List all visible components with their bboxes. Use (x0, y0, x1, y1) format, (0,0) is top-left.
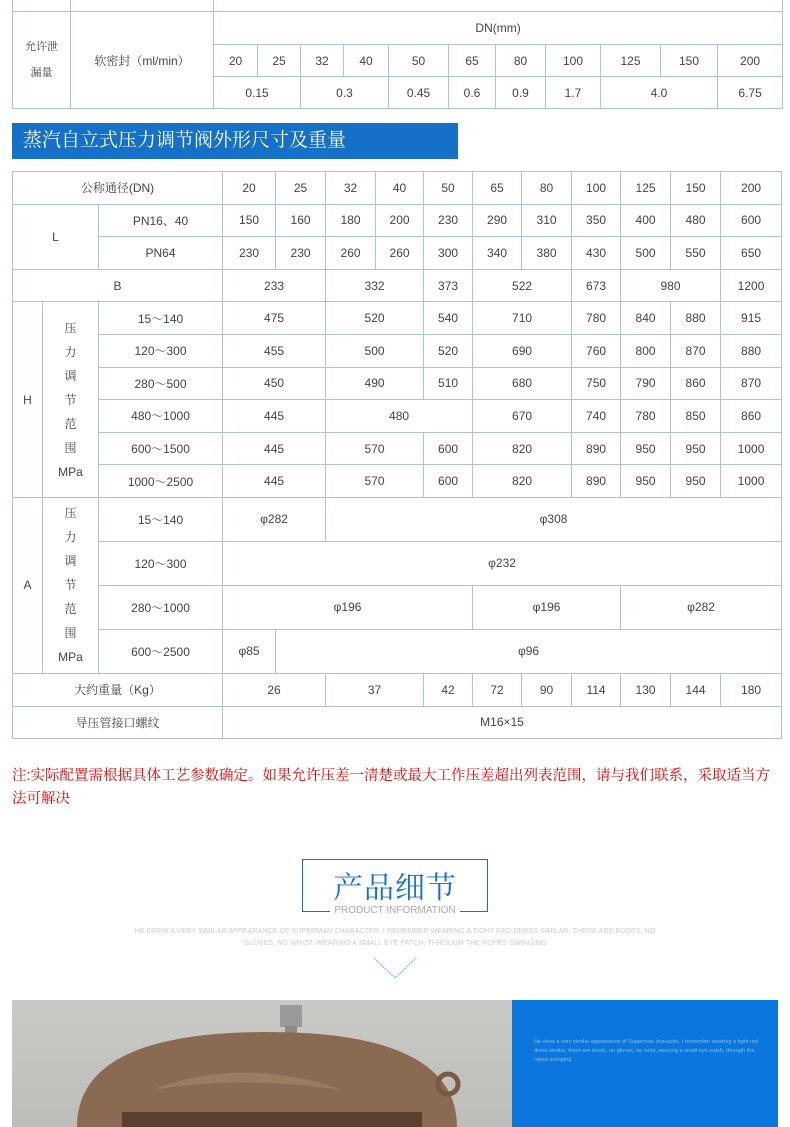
range-label-char: 范 (64, 602, 77, 617)
L-value-cell: 160 (276, 204, 326, 237)
dn-cell: 150 (661, 45, 718, 77)
dn-cell: 32 (326, 172, 376, 205)
pn-label: PN64 (99, 237, 223, 270)
H-value-cell: 760 (572, 334, 621, 367)
filler-text-line: GLOVES, NO WRIST, WEARING A SMALL EYE PATCH, THROUGH THE ROPES SWINGING (243, 938, 547, 947)
H-value-cell: 490 (326, 367, 424, 400)
leak-value-cell: 0.3 (301, 77, 389, 109)
dn-cell: 200 (721, 172, 782, 205)
dn-cell: 40 (344, 45, 389, 77)
range-label-char: 压 (64, 506, 77, 521)
L-value-cell: 380 (522, 237, 572, 270)
H-value-cell: 600 (424, 432, 473, 465)
leak-value-cell: 1.7 (546, 77, 601, 109)
H-value-cell: 820 (473, 465, 572, 498)
H-value-cell: 950 (671, 465, 721, 498)
range-label-char: MPa (58, 464, 83, 479)
L-value-cell: 180 (326, 204, 376, 237)
H-value-cell: 500 (326, 334, 424, 367)
dn-cell: 25 (276, 172, 326, 205)
pressure-range-label: 600～1500 (99, 432, 223, 465)
dn-cell: 150 (671, 172, 721, 205)
H-value-cell: 710 (473, 302, 572, 335)
weight-value-cell: 26 (223, 673, 326, 706)
dn-cell: 50 (389, 45, 449, 77)
cut-off-cell (214, 0, 783, 12)
table-row (13, 367, 782, 400)
B-value-cell: 673 (572, 269, 621, 302)
leak-value-cell: 4.0 (601, 77, 718, 109)
pressure-range-label: 1000～2500 (99, 465, 223, 498)
panel-text: He drew a very similar appearance of Superman character, I remember wearing a tight red dress similar, there are boots, no gloves, no wrist, wearing a small eye patch, through the ropes swinging (534, 1039, 758, 1063)
weight-value-cell: 90 (522, 673, 572, 706)
table-row (13, 629, 782, 673)
L-value-cell: 300 (424, 237, 473, 270)
range-label-char: 力 (64, 530, 77, 545)
pressure-range-label: 600～2500 (99, 629, 223, 673)
table-row (13, 400, 782, 433)
leak-value-cell: 6.75 (718, 77, 783, 109)
section-title: 蒸汽自立式压力调节阀外形尺寸及重量 (12, 123, 458, 159)
dn-cell: 65 (473, 172, 522, 205)
H-value-cell: 480 (326, 400, 473, 433)
table-row (13, 585, 782, 629)
table-row (13, 673, 782, 706)
H-value-cell: 445 (223, 432, 326, 465)
A-value-cell: φ196 (473, 585, 621, 629)
pressure-range-label: 120～300 (99, 541, 223, 585)
H-value-cell: 445 (223, 400, 326, 433)
H-value-cell: 600 (424, 465, 473, 498)
dn-cell: 50 (424, 172, 473, 205)
chevron-down-icon (372, 956, 418, 980)
weight-value-cell: 37 (326, 673, 424, 706)
L-value-cell: 600 (721, 204, 782, 237)
H-value-cell: 890 (572, 465, 621, 498)
B-value-cell: 233 (223, 269, 326, 302)
dn-cell: 100 (572, 172, 621, 205)
weight-value-cell: 72 (473, 673, 522, 706)
table-row (13, 237, 782, 270)
H-value-cell: 890 (572, 432, 621, 465)
cut-off-cell (71, 0, 214, 12)
range-label-char: 压 (64, 320, 77, 335)
A-label: A (13, 497, 43, 673)
pressure-range-label: 120～300 (99, 334, 223, 367)
H-value-cell: 800 (621, 334, 671, 367)
valve-image (12, 1000, 512, 1127)
dn-cell: 65 (449, 45, 496, 77)
B-value-cell: 980 (621, 269, 721, 302)
L-value-cell: 290 (473, 204, 522, 237)
H-value-cell: 880 (671, 302, 721, 335)
H-value-cell: 870 (721, 367, 782, 400)
table-row (13, 269, 782, 302)
details-title: 产品细节 (333, 872, 457, 905)
weight-value-cell: 42 (424, 673, 473, 706)
table-row (13, 302, 782, 335)
L-value-cell: 340 (473, 237, 522, 270)
H-value-cell: 790 (621, 367, 671, 400)
note-text: 注:实际配置需根据具体工艺参数确定。如果允许压差一清楚或最大工作压差超出列表范围，请与我们联系，采取适当方法可解决 (12, 768, 771, 807)
B-label: B (13, 269, 223, 302)
seal-label: 软密封（ml/min） (71, 12, 214, 109)
H-value-cell: 860 (721, 400, 782, 433)
L-value-cell: 650 (721, 237, 782, 270)
dn-cell: 100 (546, 45, 601, 77)
H-value-cell: 870 (671, 334, 721, 367)
nominal-label: 公称通径(DN) (13, 172, 223, 205)
dimensions-table (12, 171, 782, 739)
B-value-cell: 373 (424, 269, 473, 302)
L-value-cell: 430 (572, 237, 621, 270)
leakage-row-label: 允许泄漏量 (25, 41, 58, 79)
table-row (13, 204, 782, 237)
table-row (13, 334, 782, 367)
range-label-char: MPa (58, 650, 83, 665)
L-value-cell: 260 (326, 237, 376, 270)
weight-value-cell: 130 (621, 673, 671, 706)
A-value-cell: φ232 (223, 541, 782, 585)
L-value-cell: 230 (424, 204, 473, 237)
range-label-char: 力 (64, 344, 77, 359)
range-label-char: 调 (64, 368, 77, 383)
H-value-cell: 570 (326, 465, 424, 498)
H-value-cell: 510 (424, 367, 473, 400)
dn-cell: 40 (376, 172, 424, 205)
H-value-cell: 780 (621, 400, 671, 433)
H-value-cell: 950 (671, 432, 721, 465)
H-range-label (43, 302, 99, 498)
dn-cell: 80 (522, 172, 572, 205)
range-label-char: 调 (64, 554, 77, 569)
A-value-cell: φ196 (223, 585, 473, 629)
table-row (13, 465, 782, 498)
B-value-cell: 522 (473, 269, 572, 302)
H-value-cell: 520 (326, 302, 424, 335)
L-value-cell: 350 (572, 204, 621, 237)
range-label-char: 节 (64, 392, 77, 407)
H-value-cell: 950 (621, 432, 671, 465)
leak-value-cell: 0.6 (449, 77, 496, 109)
L-value-cell: 200 (376, 204, 424, 237)
pressure-range-label: 280～1000 (99, 585, 223, 629)
H-value-cell: 840 (621, 302, 671, 335)
H-value-cell: 950 (621, 465, 671, 498)
H-value-cell: 740 (572, 400, 621, 433)
B-value-cell: 332 (326, 269, 424, 302)
L-value-cell: 230 (223, 237, 276, 270)
H-value-cell: 690 (473, 334, 572, 367)
H-value-cell: 850 (671, 400, 721, 433)
A-range-label (43, 497, 99, 673)
leakage-table (12, 0, 783, 109)
A-value-cell: φ282 (223, 497, 326, 541)
table-row (13, 172, 782, 205)
leak-value-cell: 0.45 (389, 77, 449, 109)
pressure-range-label: 480～1000 (99, 400, 223, 433)
pressure-range-label: 15～140 (99, 302, 223, 335)
weight-label: 大约重量（Kg） (13, 673, 223, 706)
H-value-cell: 1000 (721, 432, 782, 465)
table-row (13, 541, 782, 585)
B-value-cell: 1200 (721, 269, 782, 302)
details-subtitle: PRODUCT INFORMATION (330, 905, 460, 916)
dn-cell: 20 (214, 45, 258, 77)
leakage-row-label-cell (13, 12, 71, 109)
range-label-char: 围 (64, 440, 77, 455)
A-value-cell: φ85 (223, 629, 276, 673)
H-value-cell: 455 (223, 334, 326, 367)
range-label-char: 范 (64, 416, 77, 431)
L-value-cell: 480 (671, 204, 721, 237)
table-row (13, 497, 782, 541)
H-value-cell: 880 (721, 334, 782, 367)
H-value-cell: 750 (572, 367, 621, 400)
H-value-cell: 915 (721, 302, 782, 335)
L-value-cell: 400 (621, 204, 671, 237)
H-label: H (13, 302, 43, 498)
pn-label: PN16、40 (99, 204, 223, 237)
weight-value-cell: 114 (572, 673, 621, 706)
L-value-cell: 550 (671, 237, 721, 270)
A-value-cell: φ96 (276, 629, 782, 673)
dn-cell: 20 (223, 172, 276, 205)
leak-value-cell: 0.9 (496, 77, 546, 109)
L-value-cell: 310 (522, 204, 572, 237)
pressure-range-label: 15～140 (99, 497, 223, 541)
H-value-cell: 475 (223, 302, 326, 335)
range-label-char: 节 (64, 578, 77, 593)
H-value-cell: 670 (473, 400, 572, 433)
H-value-cell: 450 (223, 367, 326, 400)
filler-text-line: HE DREW A VERY SIMILAR APPEARANCE OF SUPERMAN CHARACTER, I REMEMBER WEARING A TIGHT RED DRESS SIMILAR, THERE ARE BOOTS, NO (134, 926, 656, 935)
dn-cell: 32 (301, 45, 344, 77)
dn-header: DN(mm) (214, 12, 783, 45)
info-panel (512, 1000, 778, 1127)
H-value-cell: 780 (572, 302, 621, 335)
A-value-cell: φ308 (326, 497, 782, 541)
table-row (13, 432, 782, 465)
cut-off-cell (13, 0, 71, 12)
weight-value-cell: 144 (671, 673, 721, 706)
table-row (13, 706, 782, 739)
dn-cell: 200 (718, 45, 783, 77)
H-value-cell: 820 (473, 432, 572, 465)
L-label: L (13, 204, 99, 269)
thread-value: M16×15 (223, 706, 782, 739)
L-value-cell: 230 (276, 237, 326, 270)
dn-cell: 80 (496, 45, 546, 77)
H-value-cell: 570 (326, 432, 424, 465)
pressure-range-label: 280～500 (99, 367, 223, 400)
H-value-cell: 520 (424, 334, 473, 367)
H-value-cell: 540 (424, 302, 473, 335)
A-value-cell: φ282 (621, 585, 782, 629)
H-value-cell: 860 (671, 367, 721, 400)
thread-label: 导压管接口螺纹 (13, 706, 223, 739)
L-value-cell: 150 (223, 204, 276, 237)
weight-value-cell: 180 (721, 673, 782, 706)
L-value-cell: 500 (621, 237, 671, 270)
H-value-cell: 680 (473, 367, 572, 400)
dn-cell: 125 (601, 45, 661, 77)
product-photo (12, 1000, 512, 1127)
H-value-cell: 1000 (721, 465, 782, 498)
L-value-cell: 260 (376, 237, 424, 270)
H-value-cell: 445 (223, 465, 326, 498)
range-label-char: 围 (64, 626, 77, 641)
dn-cell: 25 (258, 45, 301, 77)
dn-cell: 125 (621, 172, 671, 205)
leak-value-cell: 0.15 (214, 77, 301, 109)
